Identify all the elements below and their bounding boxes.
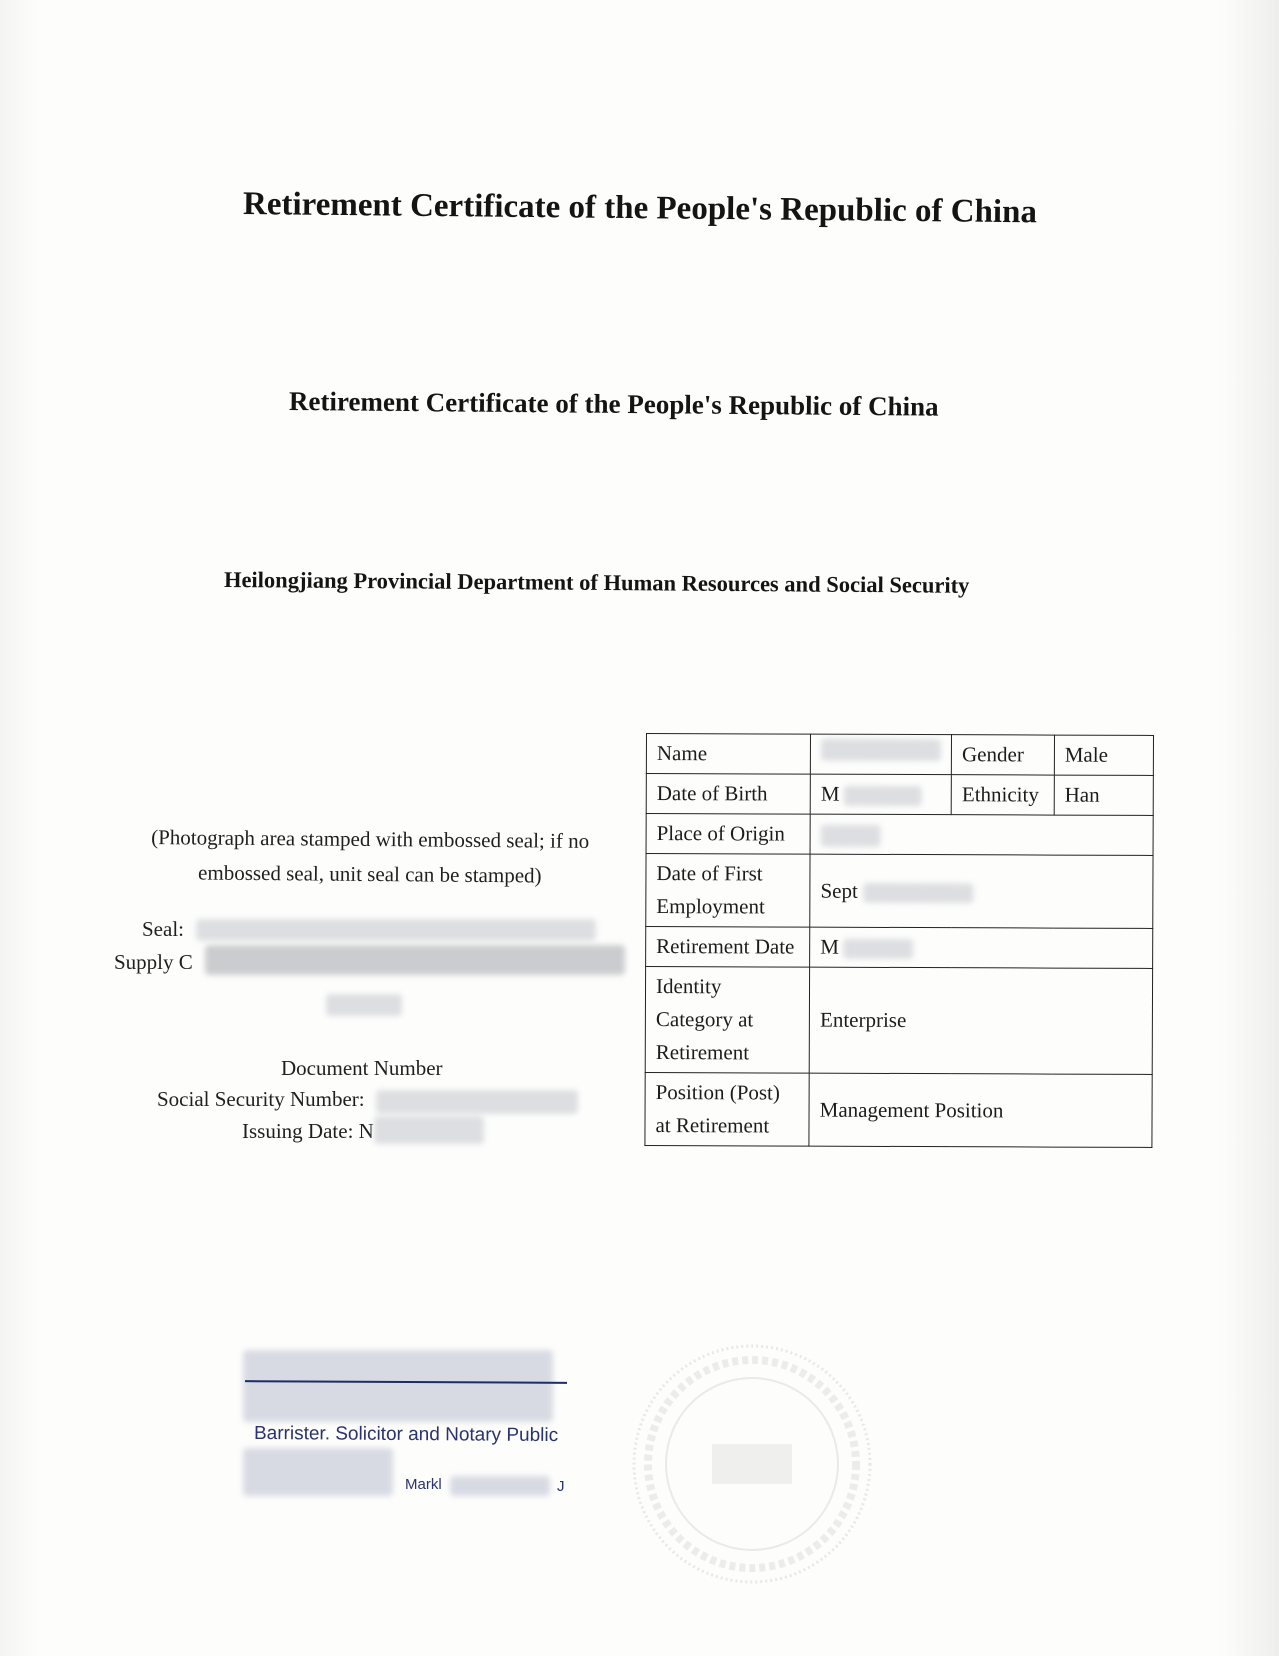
supply-label: Supply C: [114, 950, 193, 974]
notary-address-tail: J: [557, 1478, 565, 1495]
personal-info-table: [644, 733, 1154, 1148]
gender-label: Gender: [951, 735, 1054, 775]
first-employment-text: Sept: [820, 878, 858, 903]
dob-label: Date of Birth: [646, 774, 810, 815]
redacted-name: [821, 739, 941, 761]
redacted-supply-line2: [326, 994, 402, 1016]
redacted-notary-address: [243, 1448, 393, 1496]
first-employment-label: Date of First Employment: [646, 854, 810, 928]
table-row: [646, 854, 1153, 929]
first-employment-value: [810, 854, 1153, 928]
position-value: Management Position: [809, 1073, 1152, 1147]
table-row: [645, 1072, 1152, 1147]
table-row: [646, 814, 1153, 856]
social-security-label: Social Security Number:: [157, 1087, 365, 1111]
table-row: [646, 734, 1153, 776]
ethnicity-value: Han: [1054, 775, 1153, 815]
document-number-label: Document Number: [281, 1056, 443, 1080]
embossed-notary-seal: [628, 1340, 876, 1588]
retirement-date-value: [810, 927, 1153, 968]
issuing-date-label: Issuing Date: N: [242, 1119, 374, 1143]
retirement-date-label: Retirement Date: [646, 927, 810, 968]
redacted-issuing-date: [374, 1116, 484, 1144]
name-value: [810, 734, 951, 775]
seal-center-emblem: [712, 1444, 792, 1484]
page-title: Retirement Certificate of the People's Republic of China: [242, 186, 1038, 231]
origin-value: [810, 814, 1153, 855]
dob-value: [810, 774, 951, 815]
notary-title: Barrister. Solicitor and Notary Public: [253, 1422, 559, 1447]
redacted-retirement-date: [843, 939, 913, 959]
redacted-first-employment: [864, 883, 974, 903]
ethnicity-label: Ethnicity: [951, 775, 1054, 815]
gender-value: Male: [1054, 735, 1153, 775]
redacted-social-security: [376, 1090, 578, 1114]
origin-label: Place of Origin: [646, 814, 810, 855]
table-row: [645, 967, 1152, 1075]
dob-value-text: M: [820, 781, 840, 806]
table-row: [646, 774, 1153, 816]
table-row: [646, 927, 1153, 969]
seal-label: Seal:: [142, 917, 184, 941]
certificate-title: Retirement Certificate of the People's Republic of China: [288, 386, 939, 422]
name-label: Name: [646, 734, 810, 775]
issuing-department: Heilongjiang Provincial Department of Human Resources and Social Security: [223, 567, 970, 598]
retirement-date-text: M: [820, 934, 840, 959]
photo-area-note: (Photograph area stamped with embossed seal; if no embossed seal, unit seal can be stamped): [151, 825, 590, 888]
redacted-seal-text: [196, 919, 596, 941]
redacted-notary-city: [450, 1476, 550, 1496]
identity-label: Identity Category at Retirement: [645, 967, 810, 1074]
notary-city: Markl: [405, 1476, 442, 1493]
redacted-origin: [821, 825, 881, 847]
redacted-supply-text: [205, 945, 625, 975]
redacted-notary-name: [243, 1350, 553, 1422]
position-label: Position (Post) at Retirement: [645, 1072, 809, 1146]
redacted-dob: [844, 786, 922, 806]
identity-value: Enterprise: [809, 967, 1152, 1074]
